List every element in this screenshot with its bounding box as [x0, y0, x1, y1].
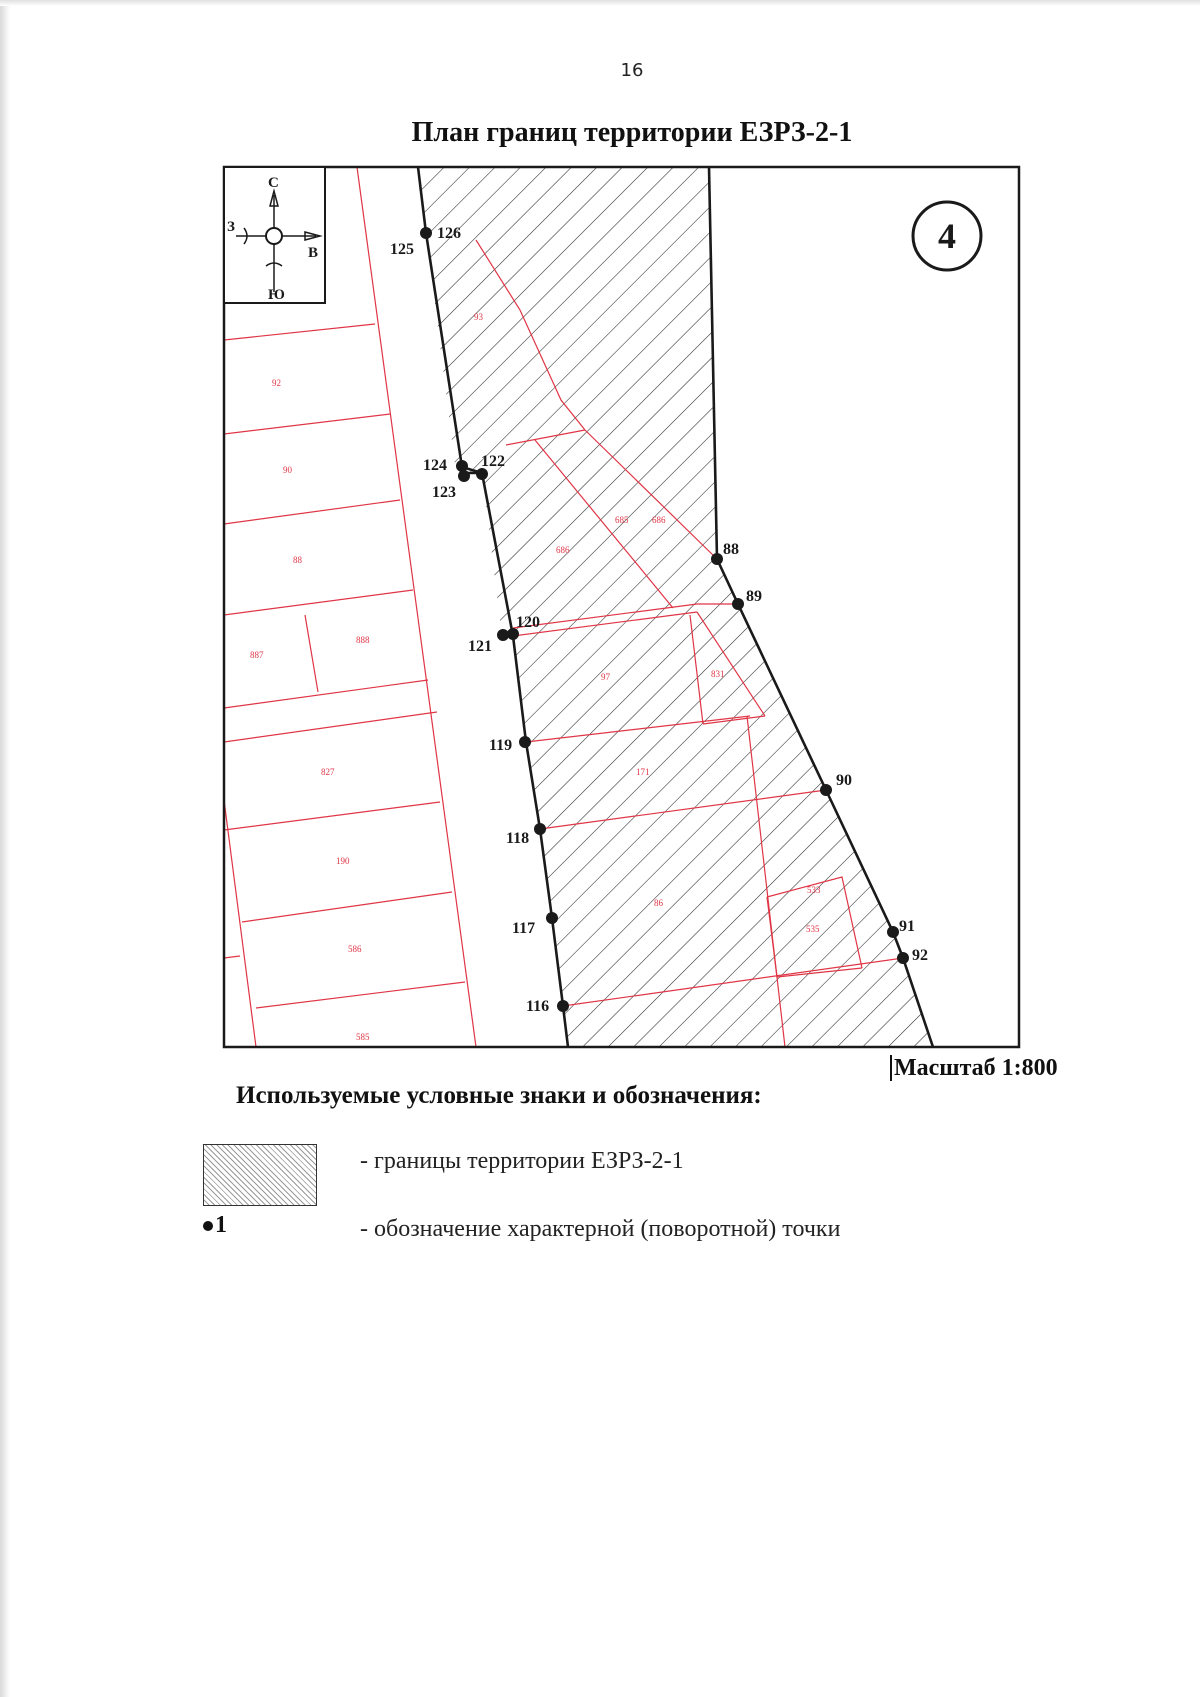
parcel-number: 171: [636, 767, 650, 777]
parcel-number: 585: [356, 1032, 370, 1042]
point-label: 88: [723, 541, 739, 558]
point-label: 119: [489, 737, 513, 754]
point-label: 116: [526, 998, 550, 1015]
legend-title: Используемые условные знаки и обозначения:: [236, 1082, 762, 1109]
point-label: 120: [516, 614, 540, 631]
parcel-number: 86: [654, 898, 663, 908]
boundary-point: [519, 736, 531, 748]
page-number: 16: [620, 60, 644, 81]
parcel-number: 686: [556, 545, 570, 555]
compass-south: Ю: [268, 287, 285, 303]
point-label: 122: [481, 453, 505, 470]
parcel-number: 190: [336, 856, 350, 866]
plan-title: План границ территории ЕЗРЗ-2-1: [411, 117, 853, 148]
boundary-point: [887, 926, 899, 938]
point-label: 123: [432, 484, 456, 501]
parcel-number: 93: [474, 312, 483, 322]
point-dot-icon: [203, 1221, 213, 1231]
parcel-number: 887: [250, 650, 264, 660]
sheet-number-badge: [913, 202, 981, 270]
boundary-point: [456, 460, 468, 472]
compass-west: З: [227, 219, 235, 235]
boundary-point: [557, 1000, 569, 1012]
point-label: 124: [423, 457, 447, 474]
point-label: 92: [912, 947, 928, 964]
boundary-point: [732, 598, 744, 610]
legend-boundary-label: - границы территории ЕЗРЗ-2-1: [360, 1148, 684, 1174]
point-label: 117: [512, 920, 536, 937]
parcel-number: 92: [272, 378, 281, 388]
parcel-number: 97: [601, 672, 610, 682]
parcel-number: 90: [283, 465, 292, 475]
boundary-point: [458, 470, 470, 482]
parcel-number: 586: [348, 944, 362, 954]
parcel-number: 685: [615, 515, 629, 525]
compass-east: В: [308, 245, 319, 261]
parcel-number: 831: [711, 669, 725, 679]
point-label: 126: [437, 225, 461, 242]
map-scale: Масштаб 1:800: [890, 1055, 1058, 1081]
legend-point-number: 1: [215, 1212, 227, 1238]
parcel-number: 533: [807, 885, 821, 895]
point-label: 125: [390, 241, 414, 258]
point-label: 89: [746, 588, 762, 605]
parcel-number: 827: [321, 767, 335, 777]
parcel-number: 535: [806, 924, 820, 934]
boundary-point: [534, 823, 546, 835]
point-label: 118: [506, 830, 530, 847]
boundary-point: [420, 227, 432, 239]
parcel-number: 888: [356, 635, 370, 645]
point-label: 90: [836, 772, 852, 789]
legend-point-label: - обозначение характерной (поворотной) точки: [360, 1216, 841, 1242]
sheet-number: 4: [938, 216, 956, 256]
point-label: 91: [899, 918, 915, 935]
parcel-number: 686: [652, 515, 666, 525]
boundary-point: [897, 952, 909, 964]
boundary-point: [820, 784, 832, 796]
boundary-point: [711, 553, 723, 565]
point-label: 121: [468, 638, 492, 655]
parcel-number: 88: [293, 555, 302, 565]
legend-point-symbol: [203, 1212, 227, 1239]
boundary-point: [546, 912, 558, 924]
compass-rose: [224, 167, 325, 303]
compass-north: С: [268, 175, 279, 191]
legend-hatch-swatch: [203, 1144, 317, 1206]
